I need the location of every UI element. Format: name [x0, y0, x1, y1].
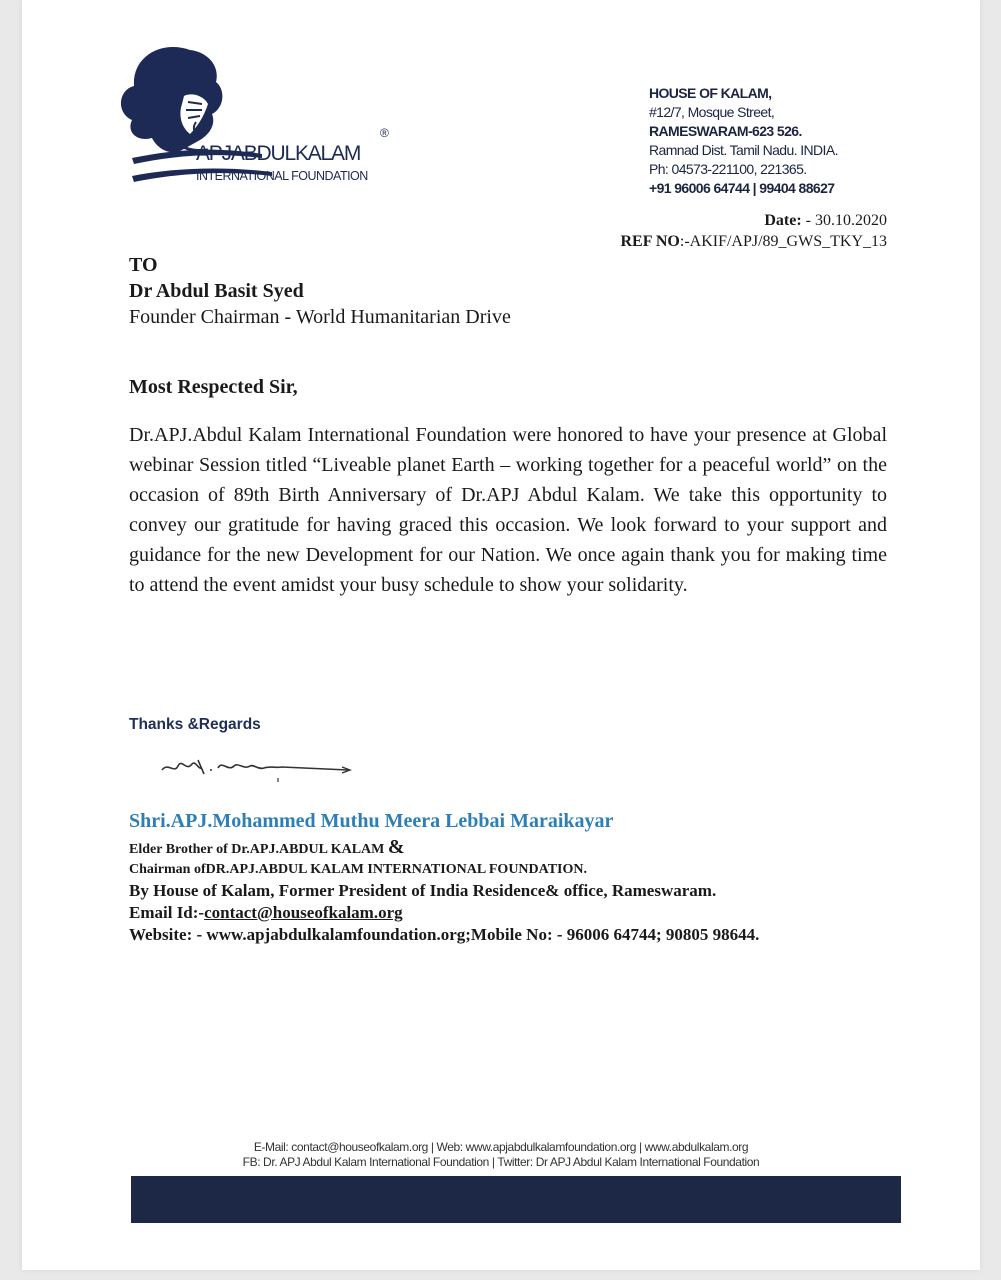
ref-line: [620, 231, 887, 252]
to-label: TO: [129, 254, 158, 276]
signatory-relation: [129, 837, 929, 860]
signatory-address: By House of Kalam, Former President of India Residence& office, Rameswaram.: [129, 881, 717, 900]
handwritten-signature-icon: [158, 752, 358, 788]
recipient-title: Founder Chairman - World Humanitarian Drive: [129, 306, 511, 328]
closing: Thanks &Regards: [129, 716, 261, 733]
email-label: Email Id:-: [129, 903, 205, 922]
ampersand: &: [387, 836, 405, 858]
letter-page: [22, 0, 980, 1270]
ref-label: REF NO: [620, 233, 680, 250]
letterhead-address: [649, 84, 838, 198]
date-label: Date:: [764, 212, 802, 229]
letter-body: Dr.APJ.Abdul Kalam International Foundation were honored to have your presence at Global webinar Session titled “Liveable planet Earth – working together for a peaceful world” on the occasion of 89th Birth Anniversary of Dr.APJ Abdul Kalam. We take this opportunity to convey our gratitude for having graced this occasion. We look forward to your support and guidance for the new Development for our Nation. We once again thank you for making time to attend the event amidst your busy schedule to show your solidarity.: [129, 424, 887, 596]
signatory-position: Chairman ofDR.APJ.ABDUL KALAM INTERNATIONAL FOUNDATION.: [129, 862, 588, 877]
address-line: Ph: 04573-221100, 221365.: [649, 161, 807, 177]
address-line: Ramnad Dist. Tamil Nadu. INDIA.: [649, 142, 838, 158]
letter-meta: [620, 210, 887, 252]
email-line: [129, 902, 929, 924]
logo-subtitle: INTERNATIONAL FOUNDATION: [196, 169, 368, 183]
foundation-logo: [112, 38, 412, 188]
address-line: #12/7, Mosque Street,: [649, 104, 775, 120]
date-line: [620, 210, 887, 231]
recipient-block: [129, 252, 511, 330]
footer-contact: [22, 1140, 980, 1170]
signatory-name: Shri.APJ.Mohammed Muthu Meera Lebbai Maraikayar: [129, 810, 614, 832]
website-line: Website: - www.apjabdulkalamfoundation.org;Mobile No: - 96006 64744; 90805 98644.: [129, 925, 760, 944]
footer-line: E-Mail: contact@houseofkalam.org | Web: www.apjabdulkalamfoundation.org | www.abdulkalam.org: [253, 1140, 749, 1154]
ref-value: :-AKIF/APJ/89_GWS_TKY_13: [679, 233, 887, 250]
logo-name: APJABDULKALAM: [196, 142, 361, 165]
registered-mark: ®: [380, 126, 389, 140]
footer-bar: [131, 1176, 901, 1223]
signature-image: [158, 752, 358, 793]
email-link[interactable]: contact@houseofkalam.org: [204, 903, 403, 922]
address-line: HOUSE OF KALAM,: [649, 85, 772, 101]
address-phone: +91 96006 64744 | 99404 88627: [649, 180, 835, 196]
recipient-name: Dr Abdul Basit Syed: [129, 280, 304, 302]
date-value: - 30.10.2020: [801, 212, 887, 229]
salutation: Most Respected Sir,: [129, 376, 298, 398]
signatory-block: [129, 810, 929, 946]
address-line: RAMESWARAM-623 526.: [649, 123, 802, 139]
signatory-relation-text: Elder Brother of Dr.APJ.ABDUL KALAM: [129, 842, 388, 857]
footer-line: FB: Dr. APJ Abdul Kalam International Foundation | Twitter: Dr APJ Abdul Kalam International Foundation: [242, 1155, 760, 1169]
